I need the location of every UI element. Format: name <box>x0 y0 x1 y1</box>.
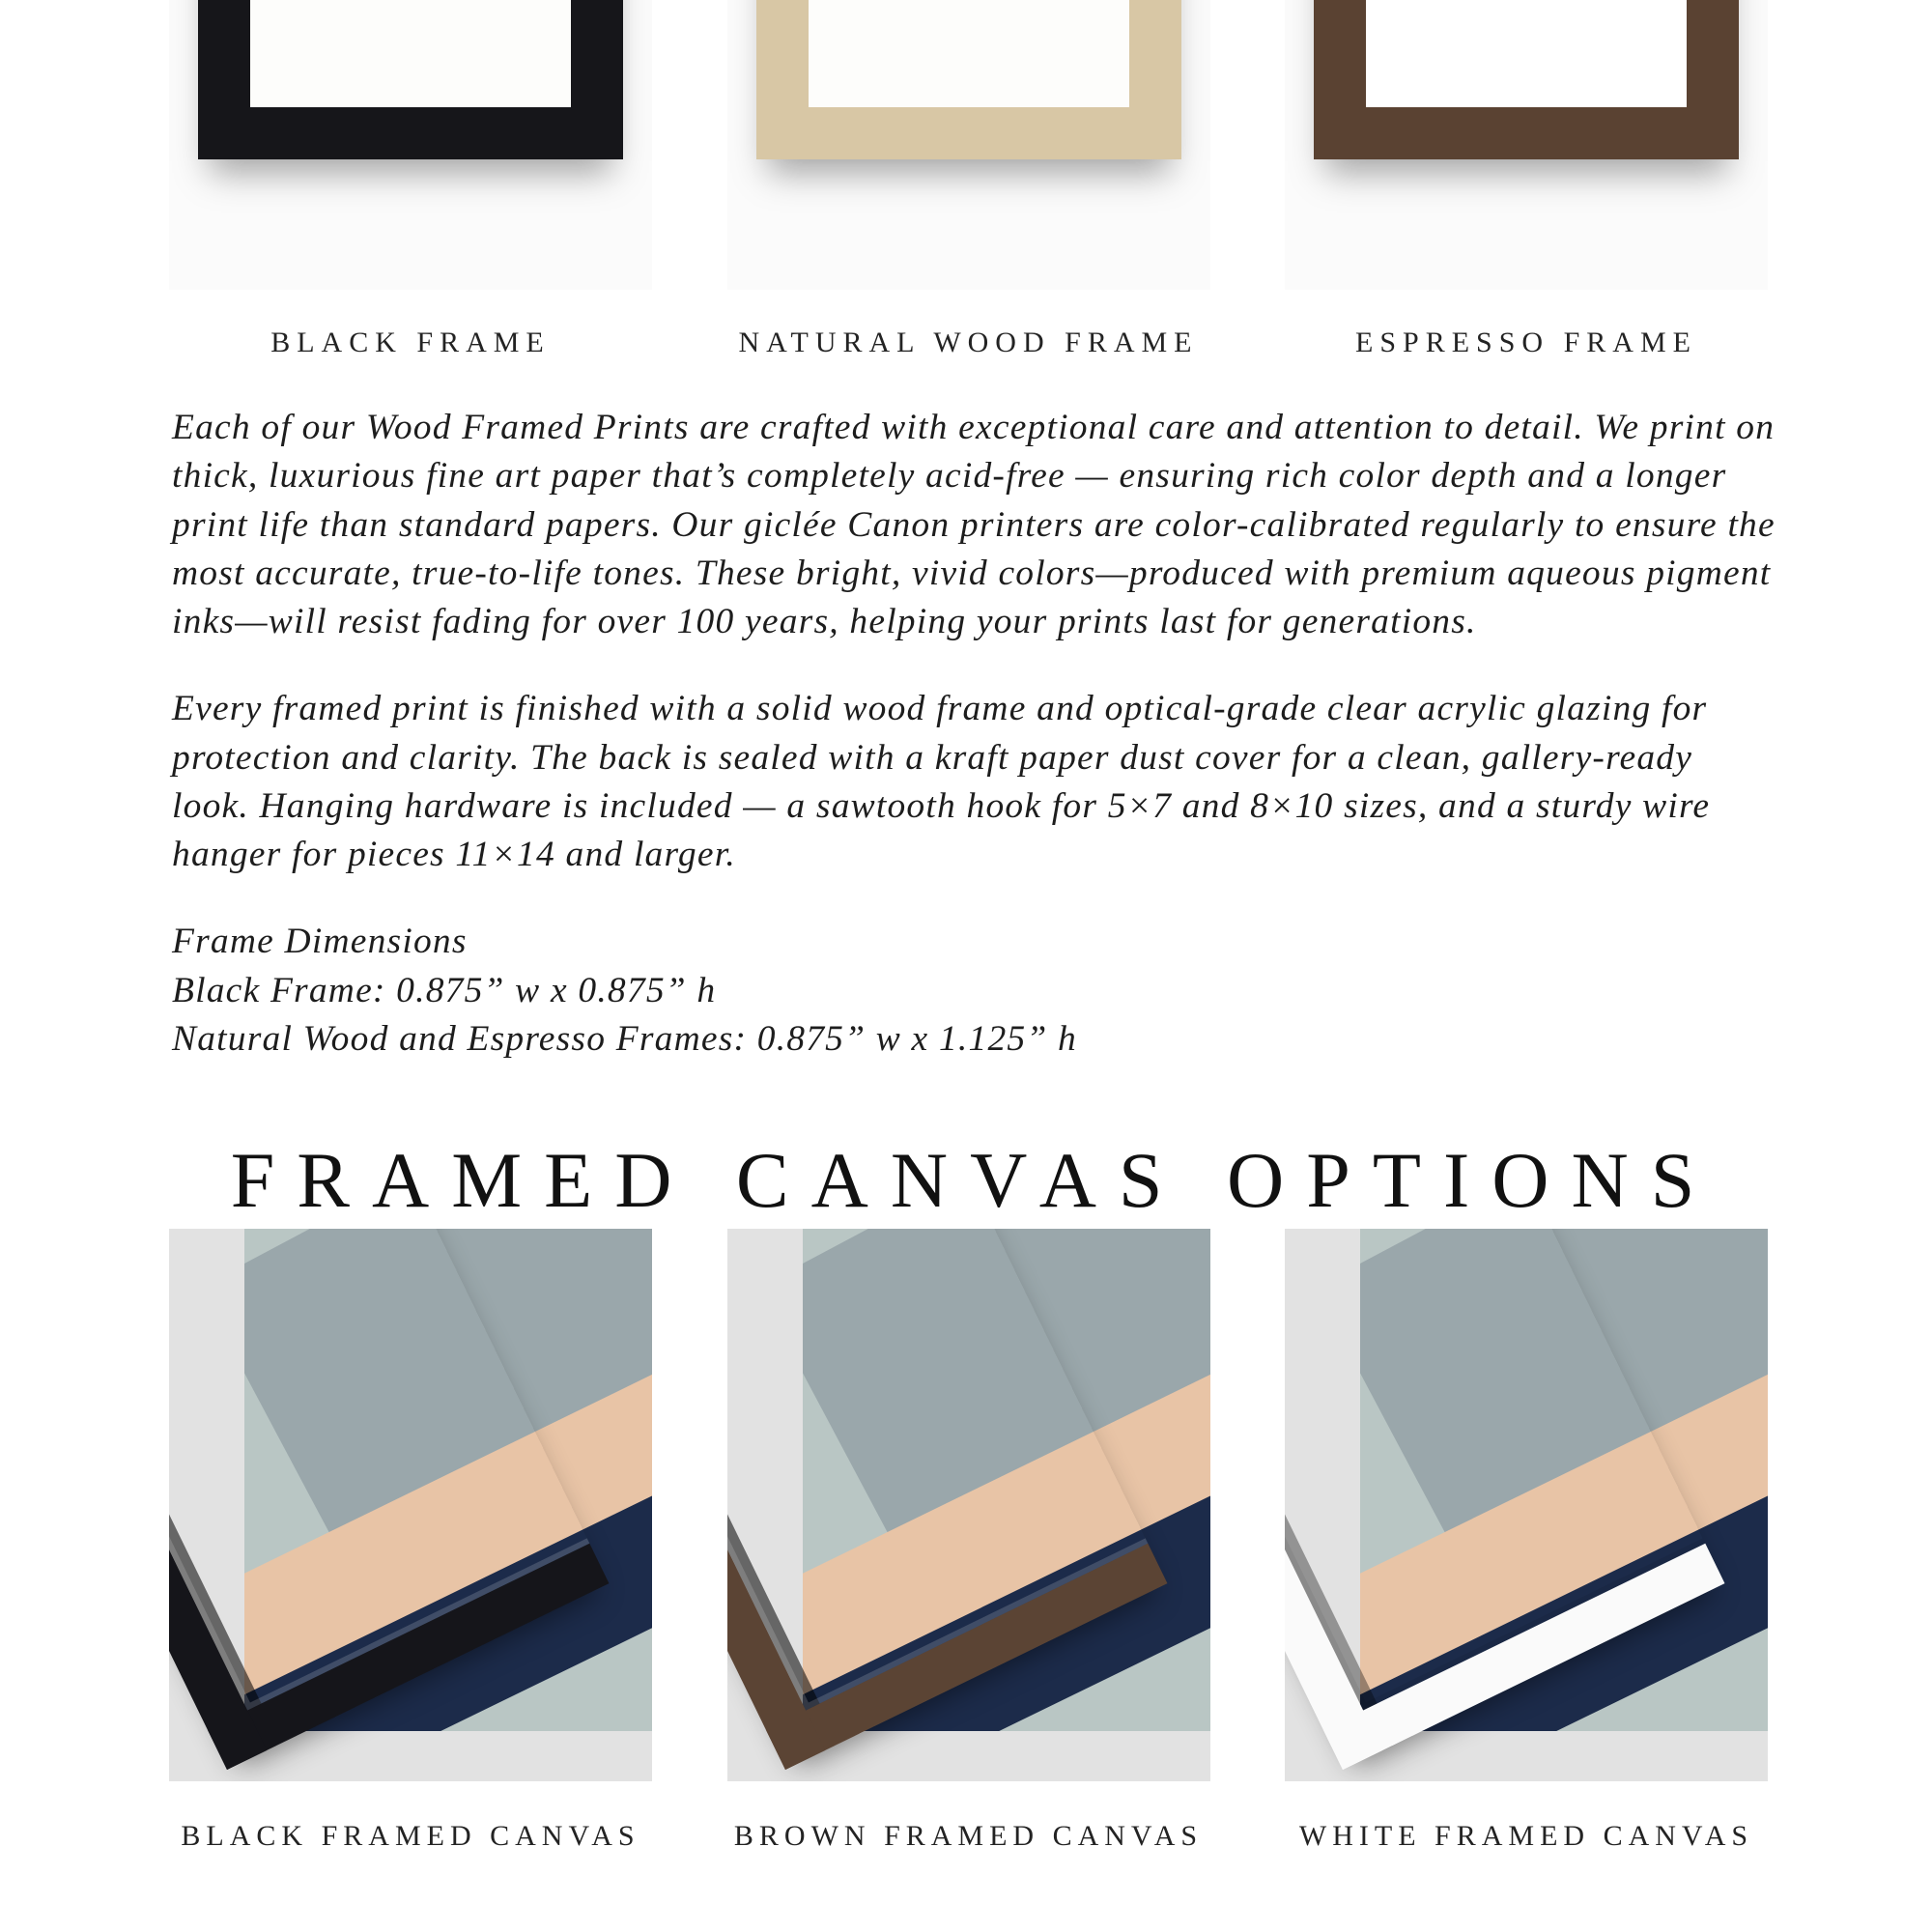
canvas-option-brown[interactable] <box>727 1229 1210 1853</box>
frame-option-natural-wood[interactable] <box>727 0 1210 359</box>
frame-option-black-label: BLACK FRAME <box>270 327 551 358</box>
black-frame-swatch-image <box>169 0 652 290</box>
espresso-frame-swatch-image <box>1285 0 1768 290</box>
frame-dimensions-heading: Frame Dimensions <box>172 922 468 962</box>
framed-canvas-options-title: FRAMED CANVAS OPTIONS <box>230 1136 1718 1224</box>
canvas-option-white[interactable] <box>1285 1229 1768 1853</box>
white-framed-canvas-image <box>1285 1229 1768 1781</box>
canvas-option-black-label: BLACK FRAMED CANVAS <box>181 1820 640 1852</box>
frame-option-natural-wood-label: NATURAL WOOD FRAME <box>738 327 1199 358</box>
canvas-option-white-label: WHITE FRAMED CANVAS <box>1298 1820 1754 1852</box>
canvas-option-brown-label: BROWN FRAMED CANVAS <box>733 1820 1204 1852</box>
product-description <box>172 404 1776 1064</box>
frame-option-espresso-label: ESPRESSO FRAME <box>1355 327 1697 358</box>
description-paragraph-1: Each of our Wood Framed Prints are crafted with exceptional care and attention to detail. We print on thick, luxurious fine art paper that’s completely acid-free — ensuring rich color depth and a longer print life than standard papers. Our giclée Canon printers are color-calibrated regularly to ensure the most accurate, true-to-life tones. These bright, vivid colors—produced with premium aqueous pigment inks—will resist fading for over 100 years, helping your prints last for generations. <box>172 408 1776 641</box>
black-framed-canvas-image <box>169 1229 652 1781</box>
frame-dimensions-wood-espresso: Natural Wood and Espresso Frames: 0.875” w x 1.125” h <box>172 1018 1077 1059</box>
brown-framed-canvas-image <box>727 1229 1210 1781</box>
canvas-option-black[interactable] <box>169 1229 652 1853</box>
frame-option-black[interactable] <box>169 0 652 359</box>
frame-option-espresso[interactable] <box>1285 0 1768 359</box>
wood-frame-options-row <box>169 0 1768 359</box>
description-paragraph-2: Every framed print is finished with a solid wood frame and optical-grade clear acrylic glazing for protection and clarity. The back is sealed with a kraft paper dust cover for a clean, gallery-ready look. Hanging hardware is included — a sawtooth hook for 5×7 and 8×10 sizes, and a sturdy wire hanger for pieces 11×14 and larger. <box>172 689 1711 874</box>
frame-dimensions-block <box>172 918 1776 1064</box>
frame-dimensions-black: Black Frame: 0.875” w x 0.875” h <box>172 970 717 1010</box>
natural-wood-frame-swatch-image <box>727 0 1210 290</box>
framed-canvas-options-row <box>169 1229 1768 1853</box>
